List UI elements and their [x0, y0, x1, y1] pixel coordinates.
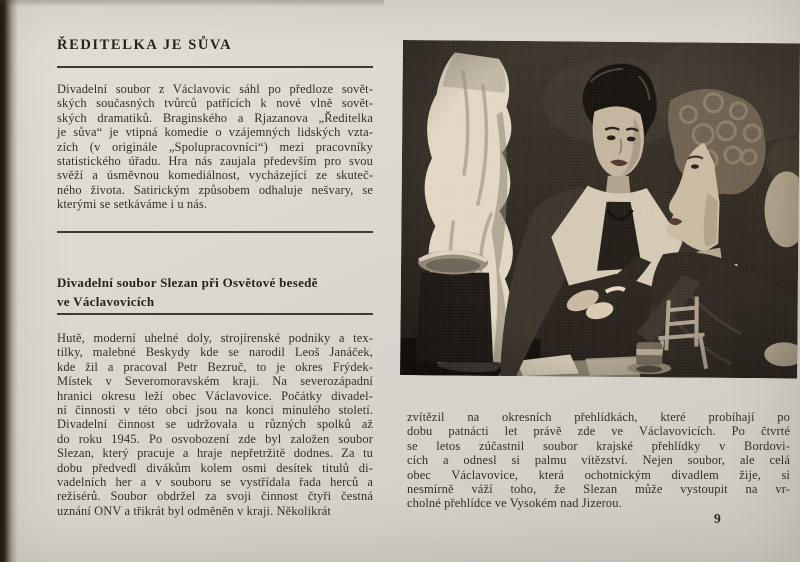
photo-vignette — [400, 40, 800, 378]
title-rule — [57, 66, 373, 68]
text-line: Místek v Severomoravském kraji. Na severozápadní — [57, 374, 373, 389]
text-line: nesmírně váží toho, že Slezan může vystoupit na vr- — [407, 482, 790, 497]
text-line: Divadelní soubor Slezan při Osvětové besedě — [57, 275, 318, 290]
text-line: tilky, malebné Beskydy kde se narodil Leoš Janáček, — [57, 345, 373, 360]
text-line: kterými se setkáváme i u nás. — [57, 197, 208, 212]
section-heading-rule — [57, 313, 373, 315]
text-line: obec Václavovice, která ochotnickým divadlem žije, si — [407, 467, 790, 482]
text-line: je sůva“ je vtipná komedie o vzájemných lidských vzta- — [57, 125, 373, 140]
text-line: Divadelní soubor z Václavovic sáhl po předloze sovět- — [57, 82, 373, 96]
text-line: zvítězil na okresních přehlídkách, které probíhají po — [407, 410, 790, 424]
text-line: uznání ONV a třikrát byl odměněn v kraji. Několikrát — [57, 503, 331, 518]
text-line: Hutě, moderní uhelné doly, strojírenské podniky a tex- — [57, 331, 373, 345]
text-line: vadelních her a v souboru se vystřídala řada herců a — [57, 475, 373, 490]
section-paragraph-left — [57, 331, 373, 518]
text-line: ských dramatiků. Braginského a Rjazanova „Ředitelka — [57, 110, 373, 125]
text-line: dobu předvedl divákům kolem osmi desítek titulů di- — [57, 460, 373, 475]
text-line: ských současných tvůrců patřících k nové vlně sovět- — [57, 96, 373, 111]
section-heading — [57, 273, 373, 311]
intro-paragraph — [57, 82, 373, 212]
text-line: hranici okresu leží obec Václavovice. Počátky divadel- — [57, 388, 373, 403]
text-line: cích a odnesl si palmu vítězství. Nejen soubor, ale celá — [407, 453, 790, 468]
text-line: zích (v originále „Spolupracovníci“) mezi pracovníky — [57, 139, 373, 154]
text-line: do roku 1945. Po osvobození zde byl založen soubor — [57, 431, 373, 446]
text-line: se letos zúčastnil soubor krajské přehlídky v Bordovi- — [407, 438, 790, 453]
text-line: kde žil a pracoval Petr Bezruč, to je okres Frýdek- — [57, 359, 373, 374]
section-separator-rule — [57, 231, 373, 233]
page-edge-shadow — [0, 0, 384, 7]
text-line: svěží a úsměvnou komediálnost, vycházející ze skuteč- — [57, 168, 373, 183]
text-line: ní činnosti v této obci jsou na konci minulého století. — [57, 403, 373, 418]
page-number: 9 — [714, 511, 721, 526]
text-line: ného života. Satirickým způsobem odhaluje nešvary, se — [57, 182, 373, 197]
text-line: dobu patnácti let právě zde ve Václavovicích. Po čtvrté — [407, 424, 790, 439]
text-line: cholné přehlídce ve Vysokém nad Jizerou. — [407, 496, 622, 511]
text-line: ve Václavovicích — [57, 294, 155, 309]
text-line: statistického úřadu. Hra nás zaujala především pro svou — [57, 154, 373, 169]
book-spine-shadow — [0, 0, 18, 562]
article-title: ŘEDITELKA JE SŮVA — [57, 37, 233, 53]
section-paragraph-right — [407, 410, 790, 511]
text-line: Slezan, který pracuje a hraje nepřetržitě dodnes. Za tu — [57, 446, 373, 461]
text-line: Divadelní činnost se udržovala u různých spolků až — [57, 417, 373, 432]
theatre-scene-art — [400, 40, 800, 378]
theatre-scene-photo — [400, 40, 800, 378]
text-line: režisérů. Soubor obdržel za svoji činnost čtyři čestná — [57, 489, 373, 504]
